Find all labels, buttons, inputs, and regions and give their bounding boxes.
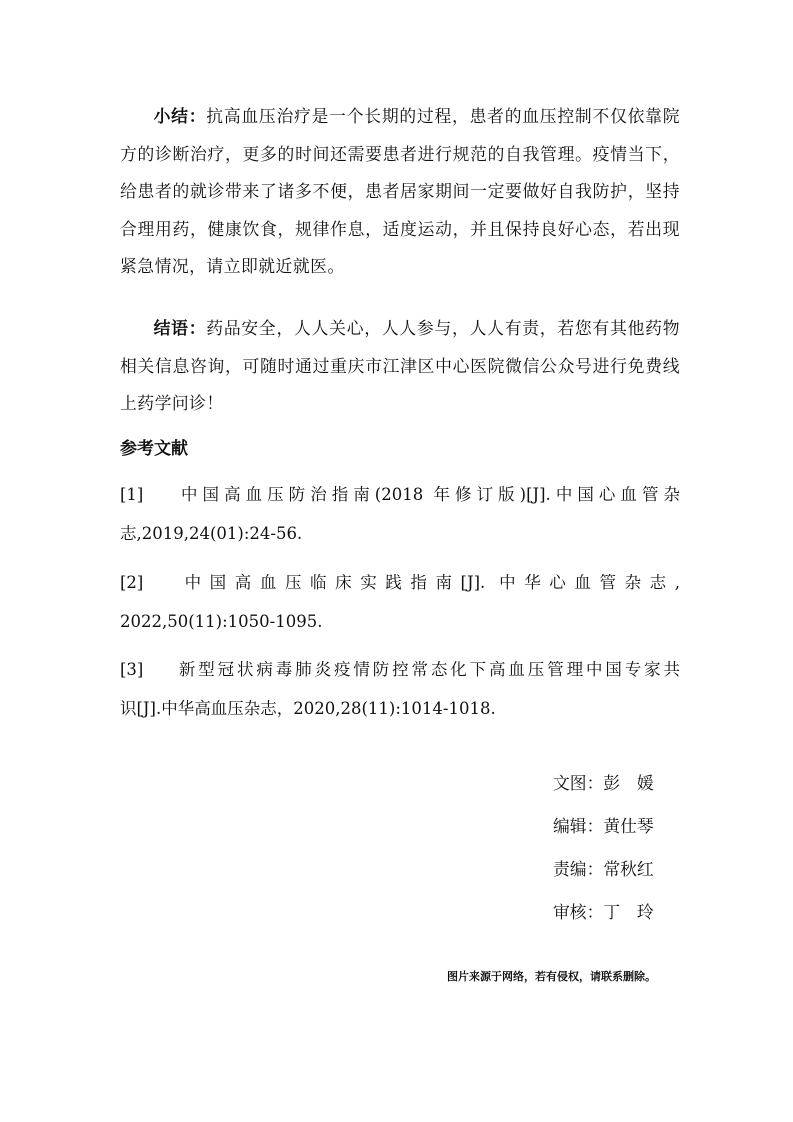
credit-role: 责编： xyxy=(553,859,604,879)
summary-paragraph xyxy=(120,98,680,286)
closing-label: 结语： xyxy=(153,318,207,338)
copyright-disclaimer: 图片来源于网络，若有侵权，请联系删除。 xyxy=(447,970,656,983)
credit-name: 丁 玲 xyxy=(603,902,654,922)
reference-line xyxy=(120,563,680,602)
reference-text: 新型冠状病毒肺炎疫情防控常态化下高血压管理中国专家共 xyxy=(176,660,680,679)
summary-text: 抗高血压治疗是一个长期的过程，患者的血压控制不仅依靠院方的诊断治疗，更多的时间还需要患者进行规范的自我管理。疫情当下，给患者的就诊带来了诸多不便，患者居家期间一定要做好自我防护，坚持合理用药，健康饮食，规律作息，适度运动，并且保持良好心态，若出现紧急情况，请立即就近就医。 xyxy=(120,106,680,276)
credit-name: 黄仕琴 xyxy=(603,816,654,836)
credit-chief-editor xyxy=(553,852,654,895)
credit-role: 编辑： xyxy=(553,816,604,836)
reference-line-continued: 识[J].中华高血压杂志，2020,28(11):1014-1018. xyxy=(120,699,496,718)
reference-item xyxy=(120,563,680,641)
reference-line-continued: 志,2019,24(01):24-56. xyxy=(120,524,303,543)
closing-paragraph xyxy=(120,310,680,423)
reference-number: [3] xyxy=(120,660,144,679)
credit-editor xyxy=(553,809,654,852)
closing-text: 药品安全，人人关心，人人参与，人人有责，若您有其他药物相关信息咨询，可随时通过重庆市江津区中心医院微信公众号进行免费线上药学问诊！ xyxy=(120,318,680,413)
credit-name: 彭 媛 xyxy=(603,773,654,793)
credit-author xyxy=(553,766,654,809)
credit-role: 文图： xyxy=(553,773,604,793)
credit-reviewer xyxy=(553,895,654,938)
reference-line-continued: 2022,50(11):1050-1095. xyxy=(120,612,323,631)
reference-item xyxy=(120,475,680,553)
reference-number: [2] xyxy=(120,573,144,592)
credit-name: 常秋红 xyxy=(603,859,654,879)
credits-block xyxy=(553,766,654,938)
reference-line xyxy=(120,650,680,689)
reference-item xyxy=(120,650,680,728)
reference-line xyxy=(120,475,680,514)
reference-text: 中国高血压防治指南(2018 年修订版)[J].中国心血管杂 xyxy=(176,485,680,504)
reference-text: 中国高血压临床实践指南[J]. 中华心血管杂志, xyxy=(176,573,680,592)
summary-label: 小结： xyxy=(153,106,207,126)
references-heading: 参考文献 xyxy=(120,439,188,459)
reference-number: [1] xyxy=(120,485,144,504)
credit-role: 审核： xyxy=(553,902,604,922)
